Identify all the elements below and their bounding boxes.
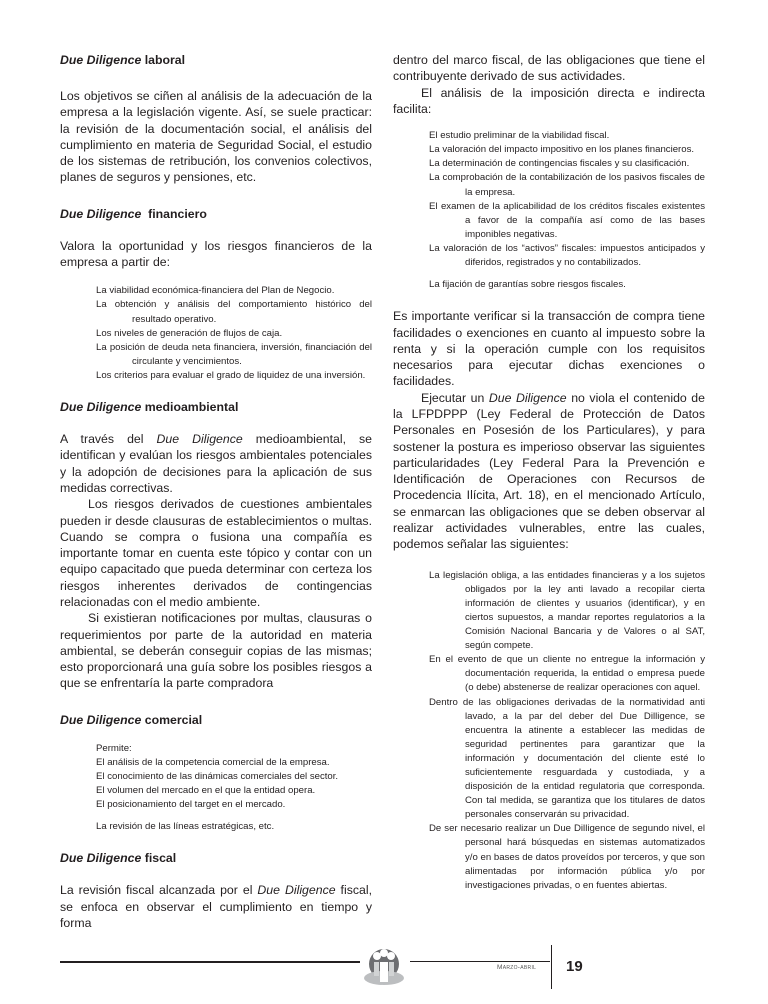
financiero-list xyxy=(96,284,372,383)
text-run: Ejecutar un xyxy=(421,390,489,405)
list-item: La obtención y análisis del comportamiento histórico del resultado operativo. xyxy=(96,299,372,325)
footer-rule xyxy=(60,961,360,963)
list-item: El conocimiento de las dinámicas comerciales del sector. xyxy=(96,770,339,782)
heading-italic: Due Diligence xyxy=(60,400,142,415)
paragraph-ejecutar xyxy=(393,390,705,553)
paragraph-importante: Es importante verificar si la transacción de compra tiene facilidades o exenciones en cuanto al impuesto sobre la renta y si la operación cumple con los requisitos necesarios para ejecutar dichas exenciones o facilidades. xyxy=(393,309,705,389)
list-item: La revisión de las líneas estratégicas, etc. xyxy=(96,821,275,833)
footer-month: Marzo-abril xyxy=(497,964,537,971)
heading-rest: fiscal xyxy=(141,851,177,866)
list-item: Dentro de las obligaciones derivadas de la normatividad anti lavado, a la par del deber del Due Dilligence, se encuentra la atinente a establecer las medidas de seguridad pertinentes para garantizar que la información y documentación del cliente esté lo suficientemente resguardada y custodiada, y a disposición de la entidad regulatoria que corresponda. Con tal medida, se garantiza que los titulares de datos personales conservarán su privacidad. xyxy=(429,696,705,821)
paragraph-fiscal xyxy=(60,882,372,931)
list-item: La legislación obliga, a las entidades financieras y a los sujetos obligados por la ley anti lavado a recopilar cierta información de clientes y usuarios (identificar), y en ciertos supuestos, a mandar reportes regulatorios a la Comisión Nacional Bancaria y de Valores o al SAT, según compete. xyxy=(429,569,705,652)
heading-rest: financiero xyxy=(141,206,207,221)
paragraph-financiero: Valora la oportunidad y los riesgos financieros de la empresa a partir de: xyxy=(60,238,372,270)
list-item: La determinación de contingencias fiscales y su clasificación. xyxy=(429,158,690,170)
right-column xyxy=(393,52,705,893)
list-item: La viabilidad económica-financiera del Plan de Negocio. xyxy=(96,285,335,297)
list-item: La posición de deuda neta financiera, inversión, financiación del circulante y vencimientos. xyxy=(96,341,372,367)
text-run: no viola el contenido de la LFPDPPP (Ley Federal de Protección de Datos Personales en Posesión de los Particulares), y para sostener la postura es imperioso observar las siguientes particularidades (Ley Federal Para la Prevención e Identificación de Operaciones con Recursos de Procedencia Ilícita, Art. 18), en el mencionado Artículo, se enmarcan las obligaciones que se deben observar al realizar actividades vulnerables, entre las cuales, podemos señalar las siguientes: xyxy=(393,390,705,552)
list-item: Los niveles de generación de flujos de caja. xyxy=(96,327,283,339)
paragraph-medioambiental-1 xyxy=(60,431,372,496)
text-run: A través del xyxy=(60,432,157,447)
list-item: El estudio preliminar de la viabilidad fiscal. xyxy=(429,130,610,142)
italic-run: Due Diligence xyxy=(257,883,336,898)
list-item: Los criterios para evaluar el grado de liquidez de una inversión. xyxy=(96,369,366,381)
footer-rule-right xyxy=(410,961,550,962)
page-number: 19 xyxy=(566,958,583,975)
footer-divider xyxy=(551,945,552,989)
list-item: La fijación de garantías sobre riesgos fiscales. xyxy=(429,279,626,291)
list-item: La comprobación de la contabilización de los pasivos fiscales de la empresa. xyxy=(429,172,705,198)
paragraph-continuation: dentro del marco fiscal, de las obligaciones que tiene el contribuyente derivado de sus actividades. xyxy=(393,53,705,84)
heading-italic: Due Diligence xyxy=(60,206,142,221)
heading-rest: medioambiental xyxy=(141,400,239,415)
paragraph-medioambiental-2: Los riesgos derivados de cuestiones ambientales pueden ir desde clausuras de establecimientos o multas. Cuando se compra o fusiona una compañía es importante tomar en cuenta este tópico y contar con un equipo capacitado que pueda determinar con certeza los riesgos inherentes derivados de contingencias relacionadas con el medio ambiente. xyxy=(60,497,372,609)
list-item: De ser necesario realizar un Due Dilligence de segundo nivel, el personal hará búsquedas en sistemas automatizados y/o en bases de datos proveídos por terceros, y que son alimentadas por información pública y/o por investigaciones privadas, o en fuentes abiertas. xyxy=(429,823,705,891)
heading-italic: Due Diligence xyxy=(60,53,142,67)
heading-rest: comercial xyxy=(141,712,203,727)
text-run: La revisión fiscal alcanzada por el xyxy=(60,883,258,898)
fiscal-list xyxy=(429,129,705,270)
list-item: El posicionamiento del target en el mercado. xyxy=(96,799,286,811)
section-heading-comercial xyxy=(60,712,372,728)
institute-logo-icon xyxy=(360,942,408,992)
section-heading-fiscal xyxy=(60,850,372,866)
heading-italic: Due Diligence xyxy=(60,712,142,727)
list-item: La valoración de los “activos” fiscales: impuestos anticipados y diferidos, registrados y no contabilizados. xyxy=(429,242,705,269)
list-item: La valoración del impacto impositivo en los planes financieros. xyxy=(429,144,695,156)
left-column xyxy=(60,52,372,931)
section-heading-medioambiental xyxy=(60,399,372,415)
list-item: El examen de la aplicabilidad de los créditos fiscales existentes a favor de la compañía así como de las bases imponibles negativas. xyxy=(429,200,705,240)
section-heading-financiero xyxy=(60,206,372,222)
list-item: En el evento de que un cliente no entregue la información y documentación requerida, la entidad o empresa puede (o debe) abstenerse de realizar operaciones con aquel. xyxy=(429,654,705,694)
paragraph-medioambiental-3: Si existieran notificaciones por multas, clausuras o requerimientos por parte de la autoridad en materia ambiental, se deberán conseguir copias de las mismas; esto proporcionará una guía sobre los posibles riesgos a que se enfrentaría la parte compradora xyxy=(60,611,372,691)
fiscal-list-last xyxy=(429,278,705,292)
list-intro: Permite: xyxy=(96,742,132,754)
comercial-list xyxy=(96,742,372,812)
paragraph-facilita: El análisis de la imposición directa e indirecta facilita: xyxy=(393,85,705,116)
list-item: El volumen del mercado en el que la entidad opera. xyxy=(96,785,316,797)
text-run: medioambiental, se identifican y evalúan los riesgos ambientales potenciales y la adopción de decisiones para la aplicación de sus medidas correctivas. xyxy=(60,432,373,495)
italic-run: Due Diligence xyxy=(488,390,567,405)
list-item: El análisis de la competencia comercial de la empresa. xyxy=(96,756,330,768)
comercial-list-last xyxy=(96,820,372,834)
obligations-list xyxy=(429,569,705,893)
paragraph-laboral: Los objetivos se ciñen al análisis de la adecuación de la empresa a la legislación vigente. Así, se suele practicar: la revisión de la documentación social, el análisis del cumplimiento en materia de Seguridad Social, el estudio de los sistemas de retribución, los convenios colectivos, planes de seguros y pensiones, etc. xyxy=(60,89,372,185)
heading-italic: Due Diligence xyxy=(60,851,142,866)
italic-run: Due Diligence xyxy=(156,432,243,447)
text-run: fiscal, se enfoca en observar el cumplimiento en tiempo y forma xyxy=(60,883,372,930)
heading-rest: laboral xyxy=(141,53,186,67)
section-heading-laboral xyxy=(60,52,372,68)
